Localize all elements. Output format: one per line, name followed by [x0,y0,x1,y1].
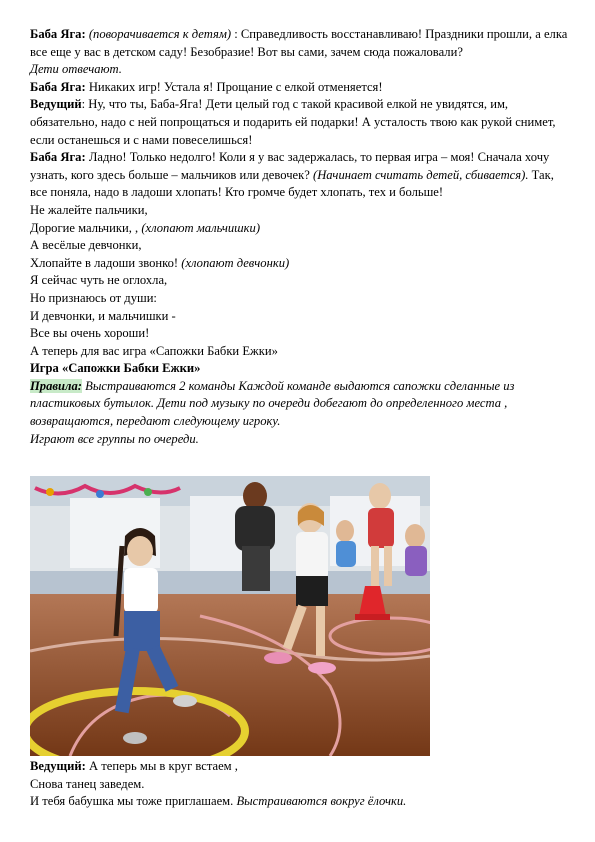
rules-paragraph [30,378,570,431]
paragraph-text: : Справедливость восстанавливаю! Праздники прошли, а елка все еще у вас в детском саду! Безобразие! Вот вы сами, зачем сюда пожаловали? [30,27,568,59]
rules-note: Играют все группы по очереди. [30,431,199,446]
paragraph-text: Никаких игр! Устала я! Прощание с елкой отменяется! [85,79,383,94]
paragraph-host-2: Ведущий: А теперь мы в круг встаем , [30,759,238,773]
paragraph-baba-yaga-1 [30,26,570,61]
stage-direction: (хлопают мальчишки) [141,220,261,235]
paragraph-baba-yaga-2 [30,79,570,97]
verse-line: Не жалейте пальчики, [30,202,148,217]
rules-text: Выстраиваются 2 команды Каждой команде выдаются сапожки сделанные из пластиковых бутылок. Дети под музыку по очереди добегают до определенного места , возвращаются, передают следующему игроку. [30,378,515,429]
verse-line: Все вы очень хороши! [30,326,150,341]
speaker-label: Баба Яга: [30,79,86,94]
game-photo [30,476,430,756]
paragraph-children-answer [30,61,570,79]
verse-line: Я сейчас чуть не оглохла, [30,273,168,288]
paragraph-text: : Ну, что ты, Баба-Яга! Дети целый год с такой красивой елкой не увидятся, им, обязательно, надо с ней попрощаться и подарить ей подарки! А усталость твою как рукой снимет, если останешься и с нами повеселишься! [30,97,556,147]
paragraph-host-1 [30,96,570,149]
stage-direction: (поворачивается к детям) [88,27,232,41]
paragraph-baba-yaga-3 [30,149,570,202]
verse-line: И тебя бабушка мы тоже приглашаем. Выстраиваются вокруг ёлочки. [30,794,407,809]
verse-line: А теперь для вас игра «Сапожки Бабки Ежки» [30,343,278,358]
verse-line: А весёлые девчонки, [30,238,142,253]
verse-line: Хлопайте в ладоши звонко! (хлопают девчонки) [30,255,290,270]
stage-direction: Дети отвечают. [30,62,122,77]
stage-direction: Выстраиваются вокруг ёлочки. [236,794,407,809]
speaker-label: Баба Яга: [30,27,86,41]
game-title: Игра «Сапожки Бабки Ежки» [30,361,201,376]
speaker-label: Ведущий: [30,759,86,773]
paragraph-text: Ладно! Только недолго! Коли я у вас задержалась, то первая игра – моя! Сначала хочу узнать, кого здесь больше – мальчиков или девочек? [30,150,550,182]
verse-line: И девчонки, и мальчишки - [30,308,176,323]
speaker-label: Ведущий [30,97,82,112]
verse-line: Снова танец заведем. [30,776,145,791]
document-body [30,26,570,448]
bottom-text [30,758,570,811]
verse-line: Дорогие мальчики, , (хлопают мальчишки) [30,220,261,235]
speaker-label: Баба Яга: [30,150,86,165]
stage-direction: (Начинает считать детей, сбивается). [313,167,529,182]
paragraph-text: Так, все поняла, надо в ладоши хлопать! Кто громче будет хлопать, тех и больше! [30,167,554,200]
stage-direction: (хлопают девчонки) [181,255,290,270]
photo-illustration [30,476,430,756]
verse-line: Но признаюсь от души: [30,290,157,305]
rules-label: Правила: [30,378,82,393]
